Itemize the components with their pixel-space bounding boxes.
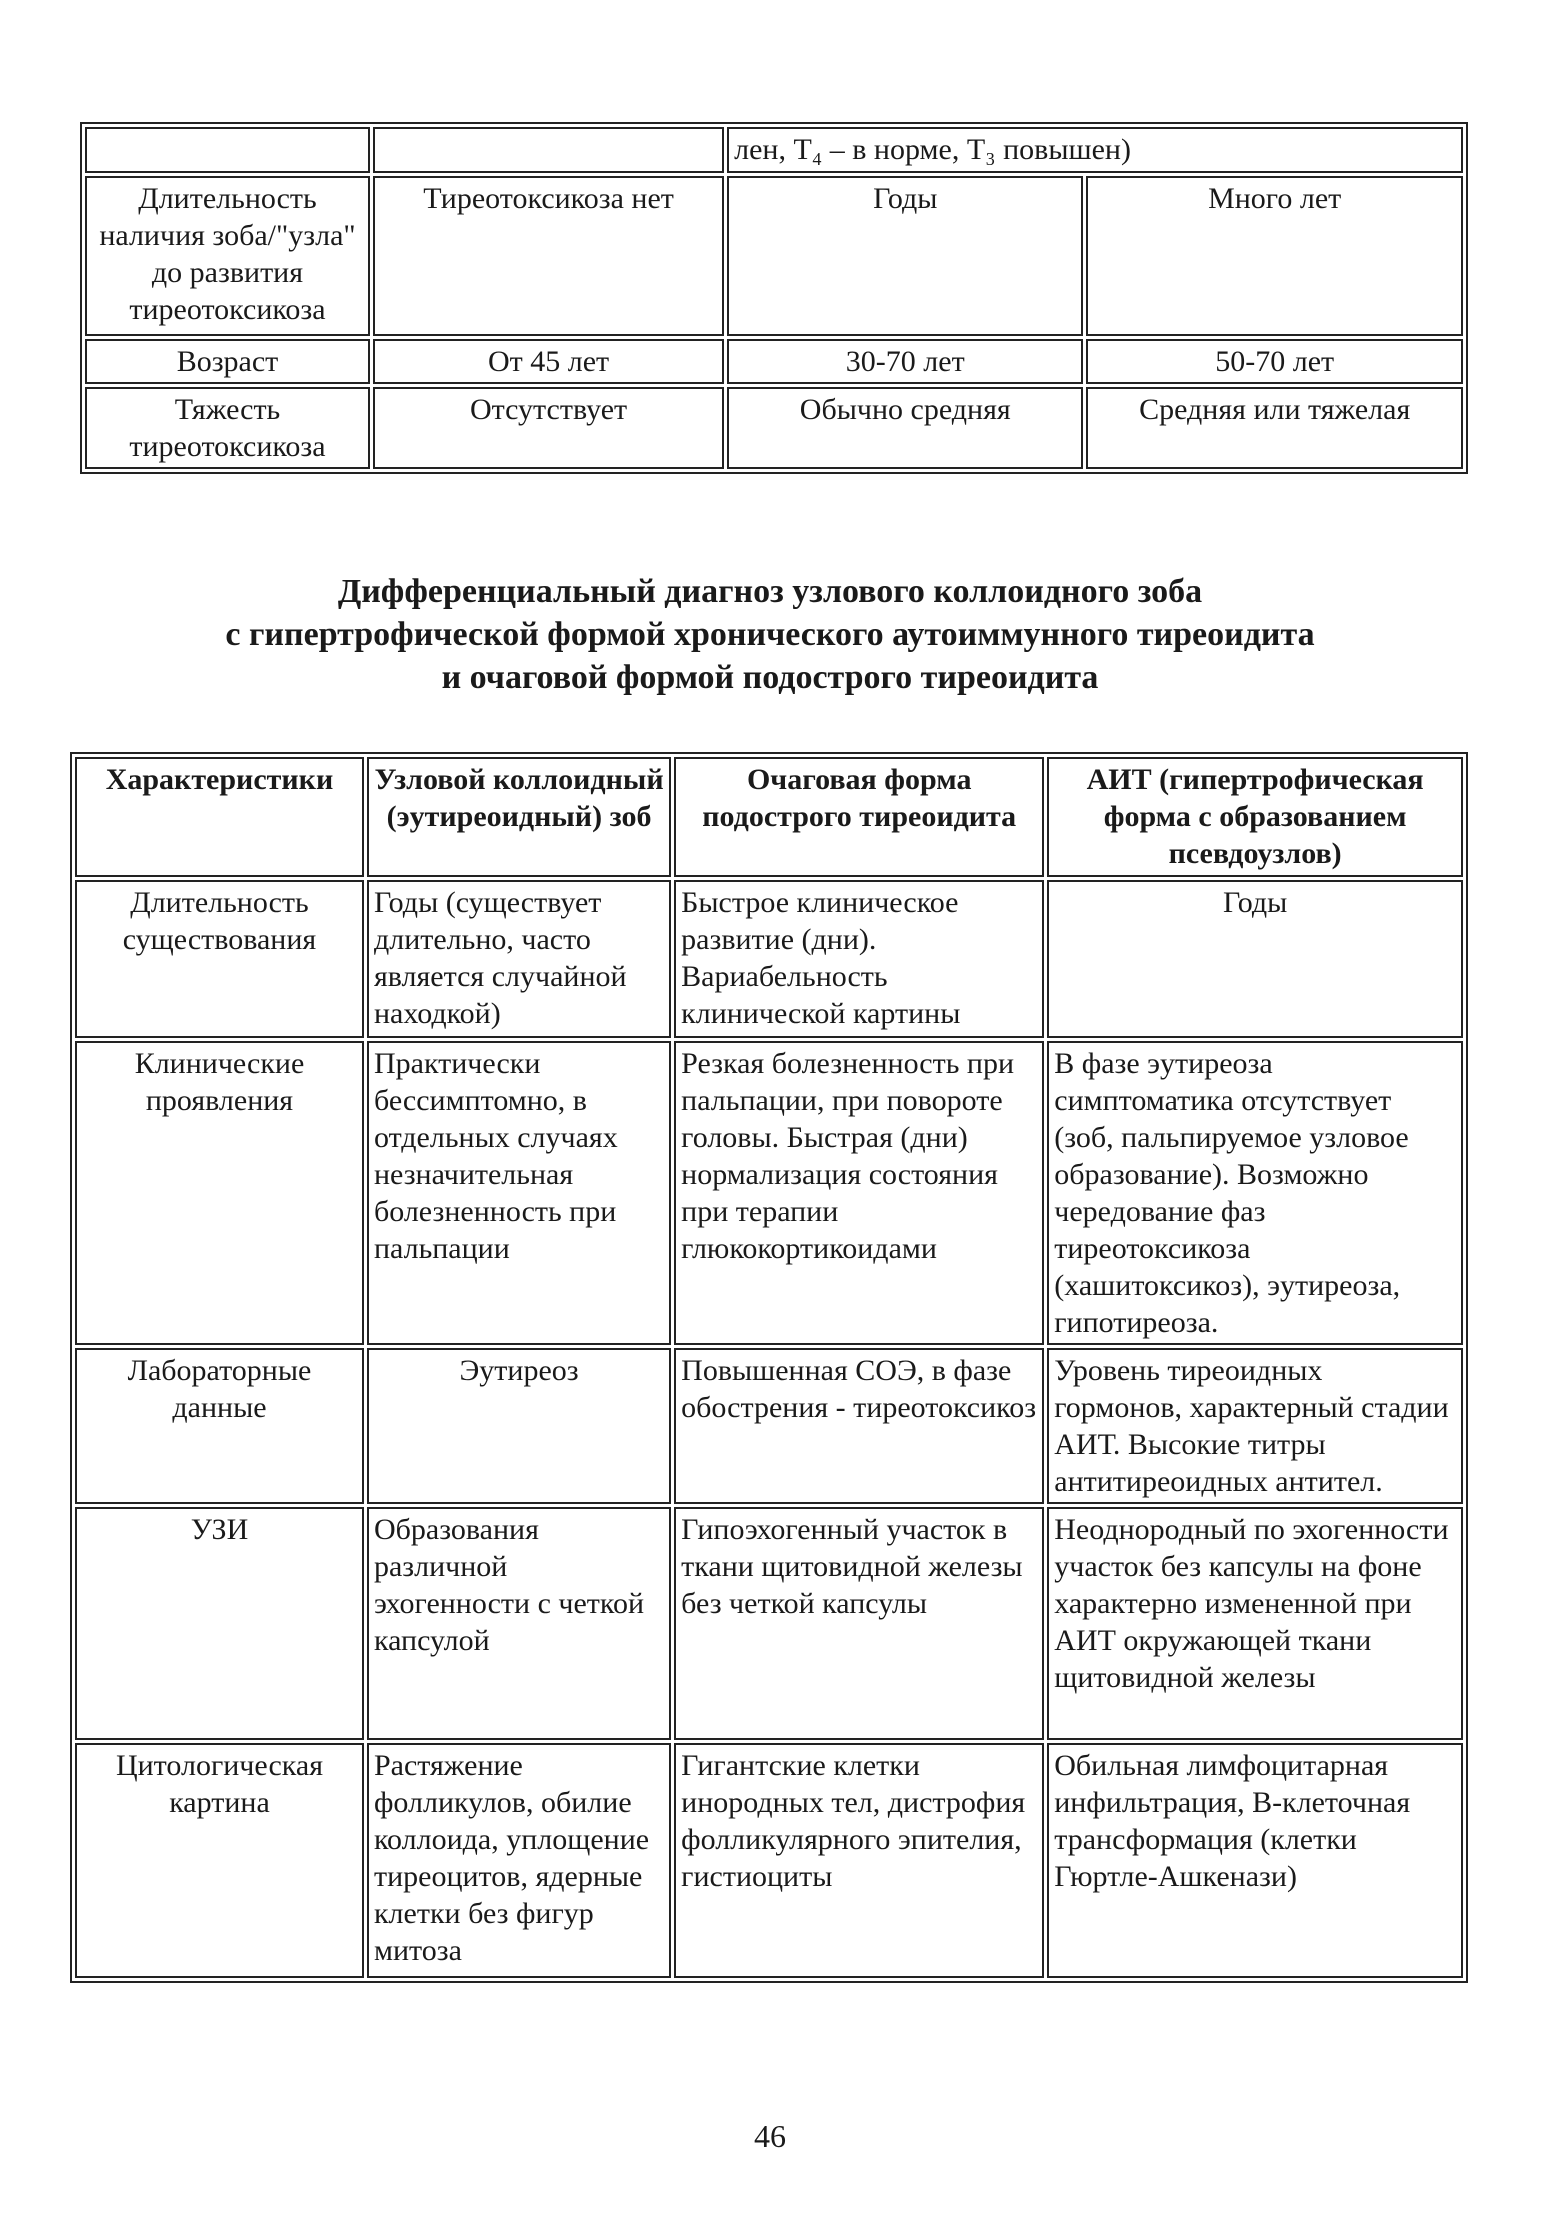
row-label: Длительность существования [75,880,364,1038]
table-cell: Гигантские клетки инородных тел, дистрофия фолликулярного эпителия, гистиоциты [674,1743,1044,1978]
column-header: АИТ (гипертрофическая форма с образованием псевдоузлов) [1047,757,1463,877]
table-row [85,176,1463,336]
table-cell: Отсутствует [373,387,724,469]
table-cell: Неоднородный по эхогенности участок без капсулы на фоне характерно измененной при АИТ окружающей ткани щитовидной железы [1047,1507,1463,1740]
table-row [85,127,1463,173]
column-header: Очаговая форма подострого тиреоидита [674,757,1044,877]
table-row [75,1348,1463,1504]
heading-line: с гипертрофической формой хронического аутоиммунного тиреоидита [225,616,1315,653]
page-number: 46 [754,2118,786,2154]
table-row [75,1743,1463,1978]
row-label: Возраст [85,339,370,384]
cell-text: лен, T₄ – в норме, T₃ повышен) [734,133,1131,166]
row-label: Цитологическая картина [75,1743,364,1978]
table-cell: Годы [727,176,1083,336]
row-label: Тяжесть тиреотоксикоза [85,387,370,469]
table-header-row [75,757,1463,877]
row-label: УЗИ [75,1507,364,1740]
table-cell: Годы (существует длительно, часто является случайной находкой) [367,880,671,1038]
table-cell: Годы [1047,880,1463,1038]
table-row [75,1041,1463,1345]
differential-diagnosis-table [70,752,1468,1983]
comparison-table-continued [80,122,1468,474]
table-cell: 50-70 лет [1086,339,1463,384]
table-row [75,1507,1463,1740]
section-heading [120,570,1420,699]
table-cell: Резкая болезненность при пальпации, при повороте головы. Быстрая (дни) нормализация состояния при терапии глюкокортикоидами [674,1041,1044,1345]
table-cell [373,127,724,173]
table-cell: Много лет [1086,176,1463,336]
column-header: Характеристики [75,757,364,877]
table-row [75,880,1463,1038]
table-cell: От 45 лет [373,339,724,384]
table-cell [727,127,1463,173]
table-cell: Тиреотоксикоза нет [373,176,724,336]
table-cell: Практически бессимптомно, в отдельных случаях незначительная болезненность при пальпации [367,1041,671,1345]
row-label: Клинические проявления [75,1041,364,1345]
table-cell: Быстрое клиническое развитие (дни). Вариабельность клинической картины [674,880,1044,1038]
column-header: Узловой коллоидный (эутиреоидный) зоб [367,757,671,877]
row-label: Лабораторные данные [75,1348,364,1504]
table-cell: Уровень тиреоидных гормонов, характерный стадии АИТ. Высокие титры антитиреоидных антител. [1047,1348,1463,1504]
table-cell: Растяжение фолликулов, обилие коллоида, уплощение тиреоцитов, ядерные клетки без фигур митоза [367,1743,671,1978]
table-cell: В фазе эутиреоза симптоматика отсутствует (зоб, пальпируемое узловое образование). Возможно чередование фаз тиреотоксикоза (хашитоксикоз), эутиреоза, гипотиреоза. [1047,1041,1463,1345]
heading-line: Дифференциальный диагноз узлового коллоидного зоба [337,573,1203,610]
table-cell: Эутиреоз [367,1348,671,1504]
table-cell [85,127,370,173]
table-cell: 30-70 лет [727,339,1083,384]
table-cell: Обычно средняя [727,387,1083,469]
row-label: Длительность наличия зоба/"узла" до развития тиреотоксикоза [85,176,370,336]
table-cell: Обильная лимфоцитарная инфильтрация, В-клеточная трансформация (клетки Гюртле-Ашкенази) [1047,1743,1463,1978]
table-cell: Образования различной эхогенности с четкой капсулой [367,1507,671,1740]
table-cell: Повышенная СОЭ, в фазе обострения - тиреотоксикоз [674,1348,1044,1504]
table-cell: Гипоэхогенный участок в ткани щитовидной железы без четкой капсулы [674,1507,1044,1740]
table-cell: Средняя или тяжелая [1086,387,1463,469]
table-row [85,387,1463,469]
heading-line: и очаговой формой подострого тиреоидита [441,659,1099,696]
table-row [85,339,1463,384]
